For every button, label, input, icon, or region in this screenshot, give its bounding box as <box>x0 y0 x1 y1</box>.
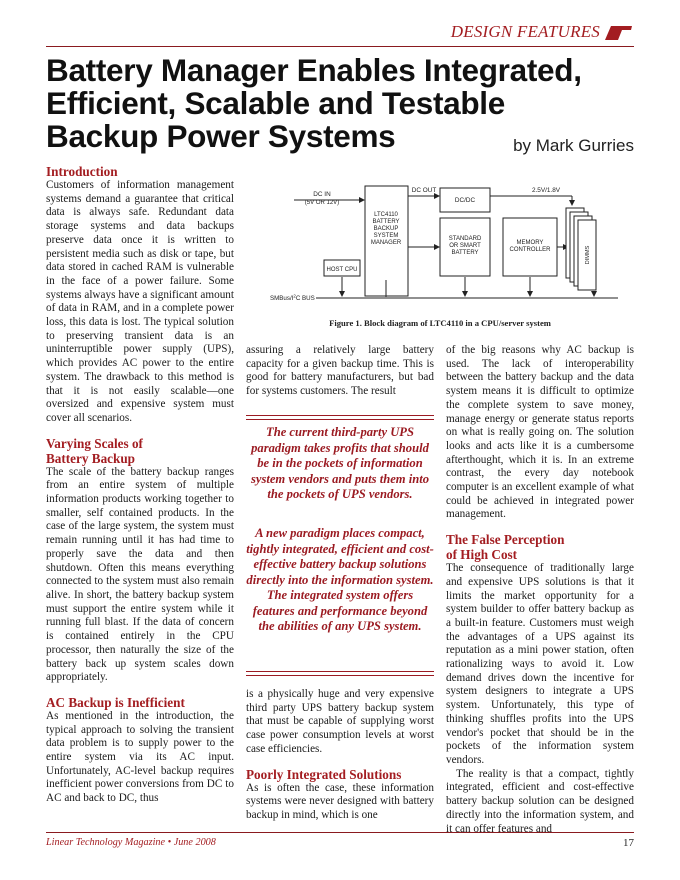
paragraph-ac-backup: As mentioned in the introduction, the typical approach to solving the transient data problem is to supply power to the entire system via its AC input. Unfortunately, AC-level backup requires inefficient power conversions from DC to AC and back to DC, thus <box>46 709 234 805</box>
block-diagram <box>246 180 634 330</box>
paragraph-col3-top: of the big reasons why AC backup is used. The lack of interoperability between the battery backup and the data system means it is difficult to optimize the complete system to save money, manage energy or generate status reports on what is really going on. The solution looks and acts like it is a cumbersome afterthought, which it is. In an extreme contrast, the every day notebook computer is an excellent example of what could be achieved in integrated power management. <box>446 344 634 521</box>
host-cpu-label: HOST CPU <box>326 267 358 273</box>
heading-false-perception-line-1: The False Perception <box>446 532 565 548</box>
paragraph-poorly-integrated: As is often the case, these information systems were never designed with battery backup in mind, which is one <box>246 781 434 821</box>
heading-false-perception-line-2: of High Cost <box>446 547 518 563</box>
battery-label-3: BATTERY <box>451 250 479 256</box>
page-header <box>46 20 634 50</box>
footer-magazine: Linear Technology Magazine • June 2008 <box>46 837 216 848</box>
paragraph-col2-mid: is a physically huge and very expensive third party UPS battery backup system that must be capable of supplying worst case power consumption levels at worst case efficiencies. <box>246 688 434 755</box>
memory-label-2: CONTROLLER <box>509 247 551 253</box>
lt-logo-icon <box>604 24 634 42</box>
battery-label-2: OR SMART <box>449 243 481 249</box>
heading-ac-backup: AC Backup is Inefficient <box>46 694 185 710</box>
pull-quote-rule-bottom <box>246 671 434 672</box>
paragraph-reality: The reality is that a compact, tightly integrated, efficient and cost-effective battery backup solution can be designed directly into the information system, and it can offer features and <box>446 767 634 835</box>
ltc-label-4: SYSTEM <box>373 233 399 239</box>
ltc-label-3: BACKUP <box>373 226 399 232</box>
heading-varying-scales <box>46 436 234 466</box>
memory-label-1: MEMORY <box>516 240 544 246</box>
figure-caption: Figure 1. Block diagram of LTC4110 in a CPU/server system <box>329 318 551 328</box>
ltc-label-5: MANAGER <box>370 240 402 246</box>
title-line-2: Efficient, Scalable and Testable <box>46 85 505 121</box>
section-title: DESIGN FEATURES <box>450 22 600 41</box>
pull-quote-rule-bottom-2 <box>246 675 434 676</box>
title-line-3: Backup Power Systems <box>46 118 396 154</box>
ltc-label-1: LTC4110 <box>374 212 398 218</box>
pull-quote-paragraph-1: The current third-party UPS paradigm takes profits that should be in the pockets of information system vendors and puts them into the pockets of UPS vendors. <box>250 425 430 501</box>
footer-rule <box>46 832 634 833</box>
ltc-label-2: BATTERY <box>372 219 400 225</box>
pull-quote-paragraph-2: A new paradigm places compact, tightly integrated, efficient and cost-effective battery backup solutions directly into the information system. The integrated system offers features and performance beyond the abilities of any UPS system. <box>246 526 434 633</box>
header-rule <box>46 46 634 47</box>
dimms-label: DIMMS <box>585 245 591 265</box>
column-2-bottom <box>246 688 434 823</box>
voltage-label: 2.5V/1.8V <box>531 187 561 194</box>
heading-false-perception <box>446 532 634 562</box>
page-number: 17 <box>623 837 634 849</box>
heading-poorly-integrated: Poorly Integrated Solutions <box>246 766 402 782</box>
pull-quote-rule-top <box>246 415 434 416</box>
dc-in-voltage-label: (5V OR 12V) <box>304 200 340 206</box>
paragraph-false-perception: The consequence of traditionally large and expensive UPS solutions is that it limits the market opportunity for a system builder to offer battery backup as a built-in feature. Customers must weigh the advantages of a UPS against its reputation as a mini power station, often rationalizing ways to avoid it. Low demand drives down the incentive for system designers to integrate a UPS system. Unfortunately, this type of thinking shuffles profits into the UPS vendor's pocket that should be in the pockets of the information system vendors. <box>446 562 634 766</box>
dcdc-label: DC/DC <box>454 197 476 204</box>
pull-quote-rule-top-2 <box>246 419 434 420</box>
title-line-1: Battery Manager Enables Integrated, <box>46 52 582 88</box>
paragraph-col2-top: assuring a relatively large battery capacity for a given backup time. This is good for battery manufacturers, but bad for systems customers. The result <box>246 344 434 398</box>
pull-quote <box>246 415 434 678</box>
paragraph-varying-scales: The scale of the battery backup ranges from an entire system of multiple information products working together to smaller, self contained products. In the case of the large system, the system must remain running until it has had time to properly save the data and then shutdown. Often this means everything connected to the system must also remain alive. In short, the battery backup system must support the entire system while it running full blast. If the data of concern is contained entirely in the CPU processor, then naturally the size of the battery back up system scales down appropriately. <box>46 465 234 684</box>
heading-introduction: Introduction <box>46 164 118 179</box>
paragraph-introduction: Customers of information management systems demand a guarantee that critical data is always safe. Redundant data storage systems and data backups preserve data once it is written to persistent media such as disk or tape, but data stored in cached RAM is vulnerable in the face of a power failure. Some systems always have a significant amount of data in RAM, and in a complete power loss, this data is lost. The typical solution to preserving transient data is an uninterruptible power supply (UPS), which provides AC power to the entire system. The drawback to this method is that it is not easily scalable—one oversized and expensive system must cover all scenarios. <box>46 179 234 424</box>
column-3 <box>446 344 634 836</box>
column-2-top <box>246 344 434 399</box>
heading-varying-scales-line-2: Battery Backup <box>46 450 136 466</box>
column-1 <box>46 164 234 806</box>
battery-label-1: STANDARD <box>448 236 482 242</box>
heading-varying-scales-line-1: Varying Scales of <box>46 435 143 451</box>
dc-in-label: DC IN <box>313 191 331 198</box>
byline: by Mark Gurries <box>513 136 634 155</box>
smbus-label: SMBus/$I^2C$ BUS <box>270 293 315 302</box>
dc-out-label: DC OUT <box>411 187 437 194</box>
